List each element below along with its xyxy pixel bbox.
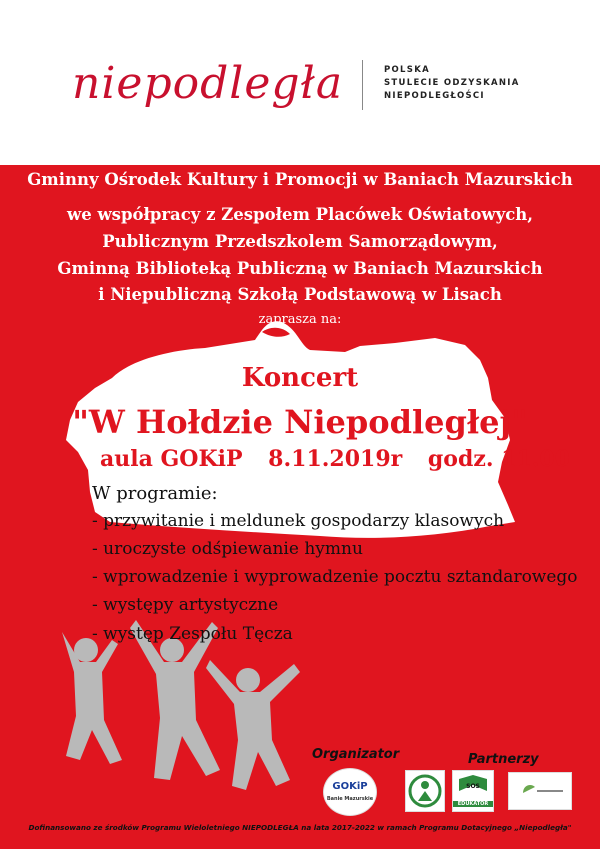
organizer-line-1: Gminny Ośrodek Kultury i Promocji w Baniach Mazurskich	[27, 170, 573, 189]
silhouette-3	[206, 660, 300, 790]
program-item: - występ Zespołu Tęcza	[92, 624, 293, 644]
header	[0, 0, 600, 165]
logo-caption	[384, 64, 520, 103]
organizer-line-2: we współpracy z Zespołem Placówek Oświatowych,	[67, 205, 533, 224]
gokip-logo-subtext: Banie Mazurskie	[326, 796, 374, 802]
event-date: 8.11.2019r	[268, 446, 403, 472]
event-details	[100, 446, 588, 472]
caption-line-3: NIEPODLEGŁOŚCI	[384, 91, 485, 101]
program-item: - wprowadzenie i wyprowadzenie pocztu sztandarowego	[92, 567, 578, 587]
event-type: Koncert	[241, 363, 359, 393]
partner-logo-3	[508, 772, 572, 810]
invite-text: zaprasza na:	[258, 312, 342, 327]
silhouette-1	[62, 632, 122, 764]
organizer-line-3: Publicznym Przedszkolem Samorządowym,	[102, 232, 498, 251]
organizer-line-4: Gminną Biblioteką Publiczną w Baniach Mazurskich	[57, 259, 543, 278]
partner-logo-1	[405, 770, 445, 812]
program-item: - występy artystyczne	[92, 595, 279, 615]
niepodlegla-logo: niepodległa	[72, 58, 344, 109]
silhouettes	[62, 620, 300, 790]
gokip-logo	[323, 768, 377, 816]
people-icon	[406, 771, 444, 811]
logo-divider	[362, 60, 363, 110]
event-time: godz. 11.00	[427, 446, 571, 472]
caption-line-1: POLSKA	[384, 65, 430, 75]
program-item: - uroczyste odśpiewanie hymnu	[92, 539, 363, 559]
event-venue: aula GOKiP	[100, 446, 243, 472]
funding-note: Dofinansowano ze środków Programu Wieloletniego NIEPODLEGŁA na lata 2017-2022 w ramach Programu Dotacyjnego „Niepodległa"	[28, 823, 572, 832]
edukator-text: EDUKATOR	[453, 801, 493, 807]
partner-logo-sos-edukator	[452, 770, 494, 812]
sos-text: SOS	[466, 783, 480, 790]
event-title: "W Hołdzie Niepodległej"	[72, 403, 528, 441]
silhouette-2	[130, 620, 220, 780]
leaf-icon	[509, 773, 571, 809]
program-item: - przywitanie i meldunek gospodarzy klasowych	[92, 511, 505, 531]
partners-label: Partnerzy	[468, 752, 539, 767]
gokip-logo-text: GOKiP	[332, 781, 368, 792]
caption-line-2: STULECIE ODZYSKANIA	[384, 78, 520, 88]
organizer-label: Organizator	[312, 747, 400, 762]
program-heading: W programie:	[92, 483, 218, 504]
organizer-line-5: i Niepubliczną Szkołą Podstawową w Lisach	[98, 285, 502, 304]
